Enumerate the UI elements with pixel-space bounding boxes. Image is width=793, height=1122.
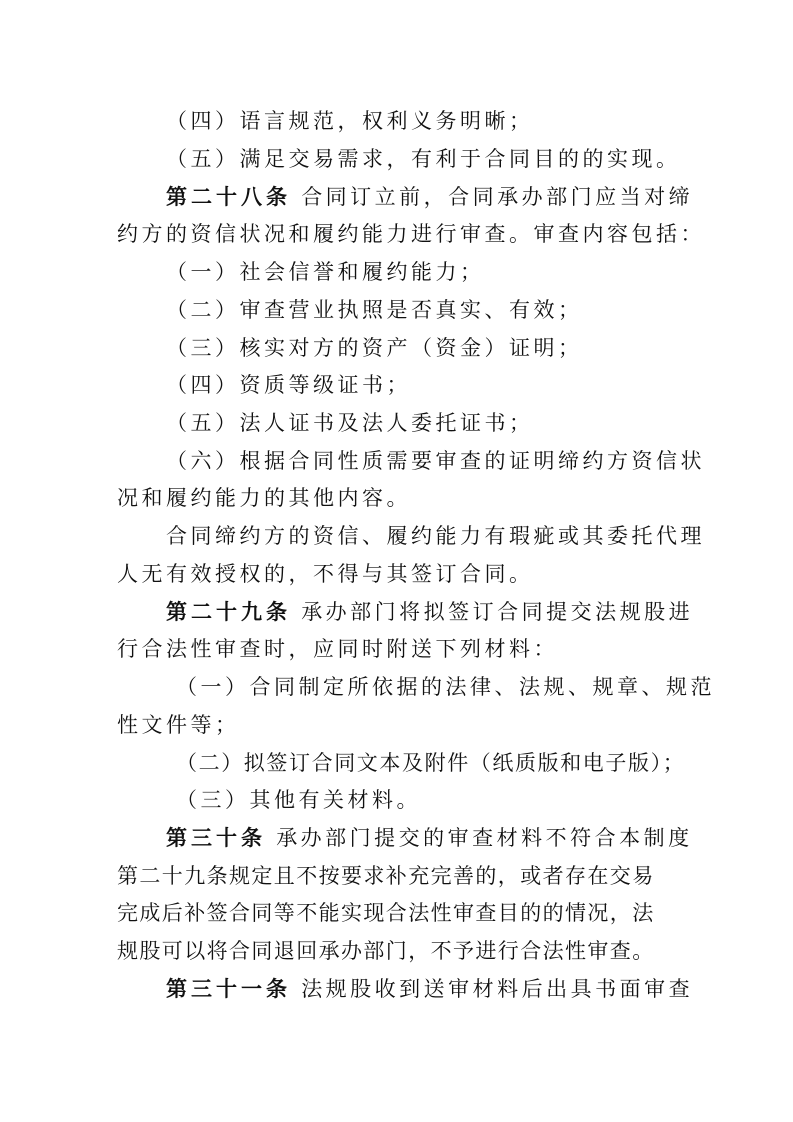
article-heading: 第三十条: [166, 825, 266, 850]
text-line: 完成后补签合同等不能实现合法性审查目的的情况，法: [117, 901, 655, 925]
text-line: （一）社会信誉和履约能力；: [166, 260, 485, 284]
text-line: 约方的资信状况和履约能力进行审查。审查内容包括：: [117, 222, 705, 246]
text-line: （一）合同制定所依据的法律、法规、规章、规范: [176, 675, 715, 699]
article-paragraph-start: [166, 820, 793, 856]
article-heading: 第三十一条: [166, 976, 291, 1001]
text-line: （二）审查营业执照是否真实、有效；: [166, 298, 583, 322]
article-paragraph-start: [166, 179, 793, 215]
text-line: （四）资质等级证书；: [166, 373, 411, 397]
text-line: 第二十九条规定且不按要求补充完善的，或者存在交易: [117, 864, 655, 888]
text-line: 人无有效授权的，不得与其签订合同。: [117, 562, 534, 586]
article-heading: 第二十九条: [166, 599, 291, 624]
text-line: （六）根据合同性质需要审查的证明缔约方资信状: [166, 449, 705, 473]
article-paragraph-start: [166, 971, 793, 1007]
article-text: 承办部门将拟签订合同提交法规股进: [301, 600, 694, 624]
article-paragraph-start: [166, 594, 793, 630]
text-line: 规股可以将合同退回承办部门，不予进行合法性审查。: [117, 939, 655, 963]
text-line: 行合法性审查时，应同时附送下列材料：: [117, 637, 558, 661]
article-heading: 第二十八条: [166, 184, 291, 209]
text-line: （五）满足交易需求，有利于合同目的的实现。: [166, 147, 681, 171]
text-line: （四）语言规范，权利义务明晰；: [166, 109, 534, 133]
text-line: （三）其他有关材料。: [176, 788, 421, 812]
text-line: （二）拟签订合同文本及附件（纸质版和电子版）；: [176, 751, 686, 775]
text-line: （三）核实对方的资产（资金）证明；: [166, 336, 583, 360]
text-line: 性文件等；: [117, 713, 240, 737]
text-line: （五）法人证书及法人委托证书；: [166, 411, 534, 435]
text-line: 况和履约能力的其他内容。: [117, 486, 411, 510]
text-line: 合同缔约方的资信、履约能力有瑕疵或其委托代理: [166, 524, 705, 548]
article-text: 合同订立前，合同承办部门应当对缔: [301, 185, 694, 209]
article-text: 承办部门提交的审查材料不符合本制度: [276, 826, 693, 850]
article-text: 法规股收到送审材料后出具书面审查: [301, 977, 694, 1001]
